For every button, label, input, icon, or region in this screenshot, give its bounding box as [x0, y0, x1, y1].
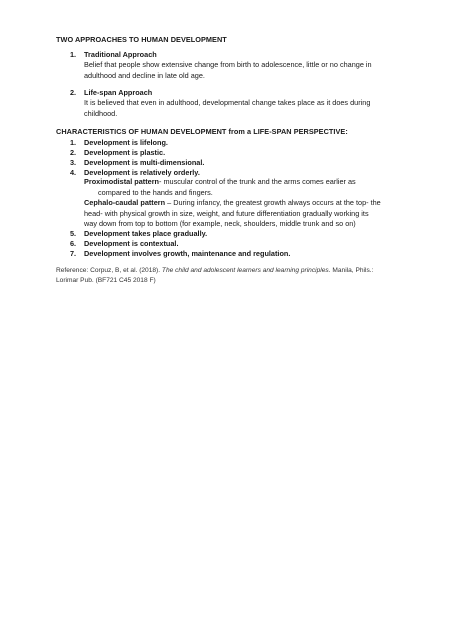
characteristic-4: Development is relatively orderly. [84, 168, 200, 177]
characteristic-2: Development is plastic. [84, 148, 166, 157]
proximodistal-paragraph [84, 177, 356, 198]
reference-book-title: The child and adolescent learners and learning principles. [161, 267, 331, 274]
characteristic-3: Development is multi-dimensional. [84, 158, 205, 167]
characteristic-5: Development takes place gradually. [84, 229, 208, 238]
text-line: childhood. [84, 108, 118, 118]
text-line [84, 177, 356, 188]
characteristic-1: Development is lifelong. [84, 138, 168, 147]
characteristic-number-4: 4. [70, 168, 77, 177]
cephalo-caudal-paragraph [84, 198, 381, 230]
definition-text: - muscular control of the trunk and the arms comes earlier as [159, 177, 356, 186]
characteristic-number-7: 7. [70, 249, 77, 258]
approach-number-1: 1. [70, 50, 77, 59]
characteristic-7: Development involves growth, maintenance and regulation. [84, 249, 291, 258]
reference-prefix: Reference: Corpuz, B, et al. (2018). [56, 267, 162, 274]
text-line: It is believed that even in adulthood, developmental change takes place as it does during [84, 98, 371, 107]
text-line [56, 266, 373, 276]
text-line [84, 198, 381, 209]
approach-title-lifespan: Life-span Approach [84, 88, 153, 97]
text-line: head- with physical growth in size, weight, and future differentiation gradually working its [84, 208, 369, 218]
approach-title-traditional: Traditional Approach [84, 50, 157, 59]
characteristic-number-1: 1. [70, 138, 77, 147]
text-line: adulthood and decline in late old age. [84, 70, 205, 80]
characteristic-number-6: 6. [70, 239, 77, 248]
approach-number-2: 2. [70, 88, 77, 97]
term-proximodistal: Proximodistal pattern [84, 177, 160, 186]
characteristic-number-5: 5. [70, 229, 77, 238]
reference-citation [56, 266, 373, 285]
term-cephalo-caudal: Cephalo-caudal pattern [84, 198, 166, 207]
approach-desc-traditional [84, 60, 372, 81]
definition-text: – During infancy, the greatest growth always occurs at the top- the [165, 198, 381, 207]
text-line: compared to the hands and fingers. [98, 187, 213, 197]
section-heading-characteristics: CHARACTERISTICS OF HUMAN DEVELOPMENT from a LIFE-SPAN PERSPECTIVE: [56, 127, 348, 136]
characteristic-number-2: 2. [70, 148, 77, 157]
section-heading-approaches: TWO APPROACHES TO HUMAN DEVELOPMENT [56, 35, 227, 44]
approach-desc-lifespan [84, 98, 370, 119]
text-line: Lorimar Pub. (BF721 C45 2018 F) [56, 276, 156, 284]
characteristic-number-3: 3. [70, 158, 77, 167]
text-line: Belief that people show extensive change from birth to adolescence, little or no change in [84, 60, 372, 69]
text-line: way down from top to bottom (for example, neck, shoulders, middle trunk and so on) [84, 219, 356, 229]
characteristic-6: Development is contextual. [84, 239, 179, 248]
reference-suffix: Manila, Phils.: [330, 267, 374, 274]
